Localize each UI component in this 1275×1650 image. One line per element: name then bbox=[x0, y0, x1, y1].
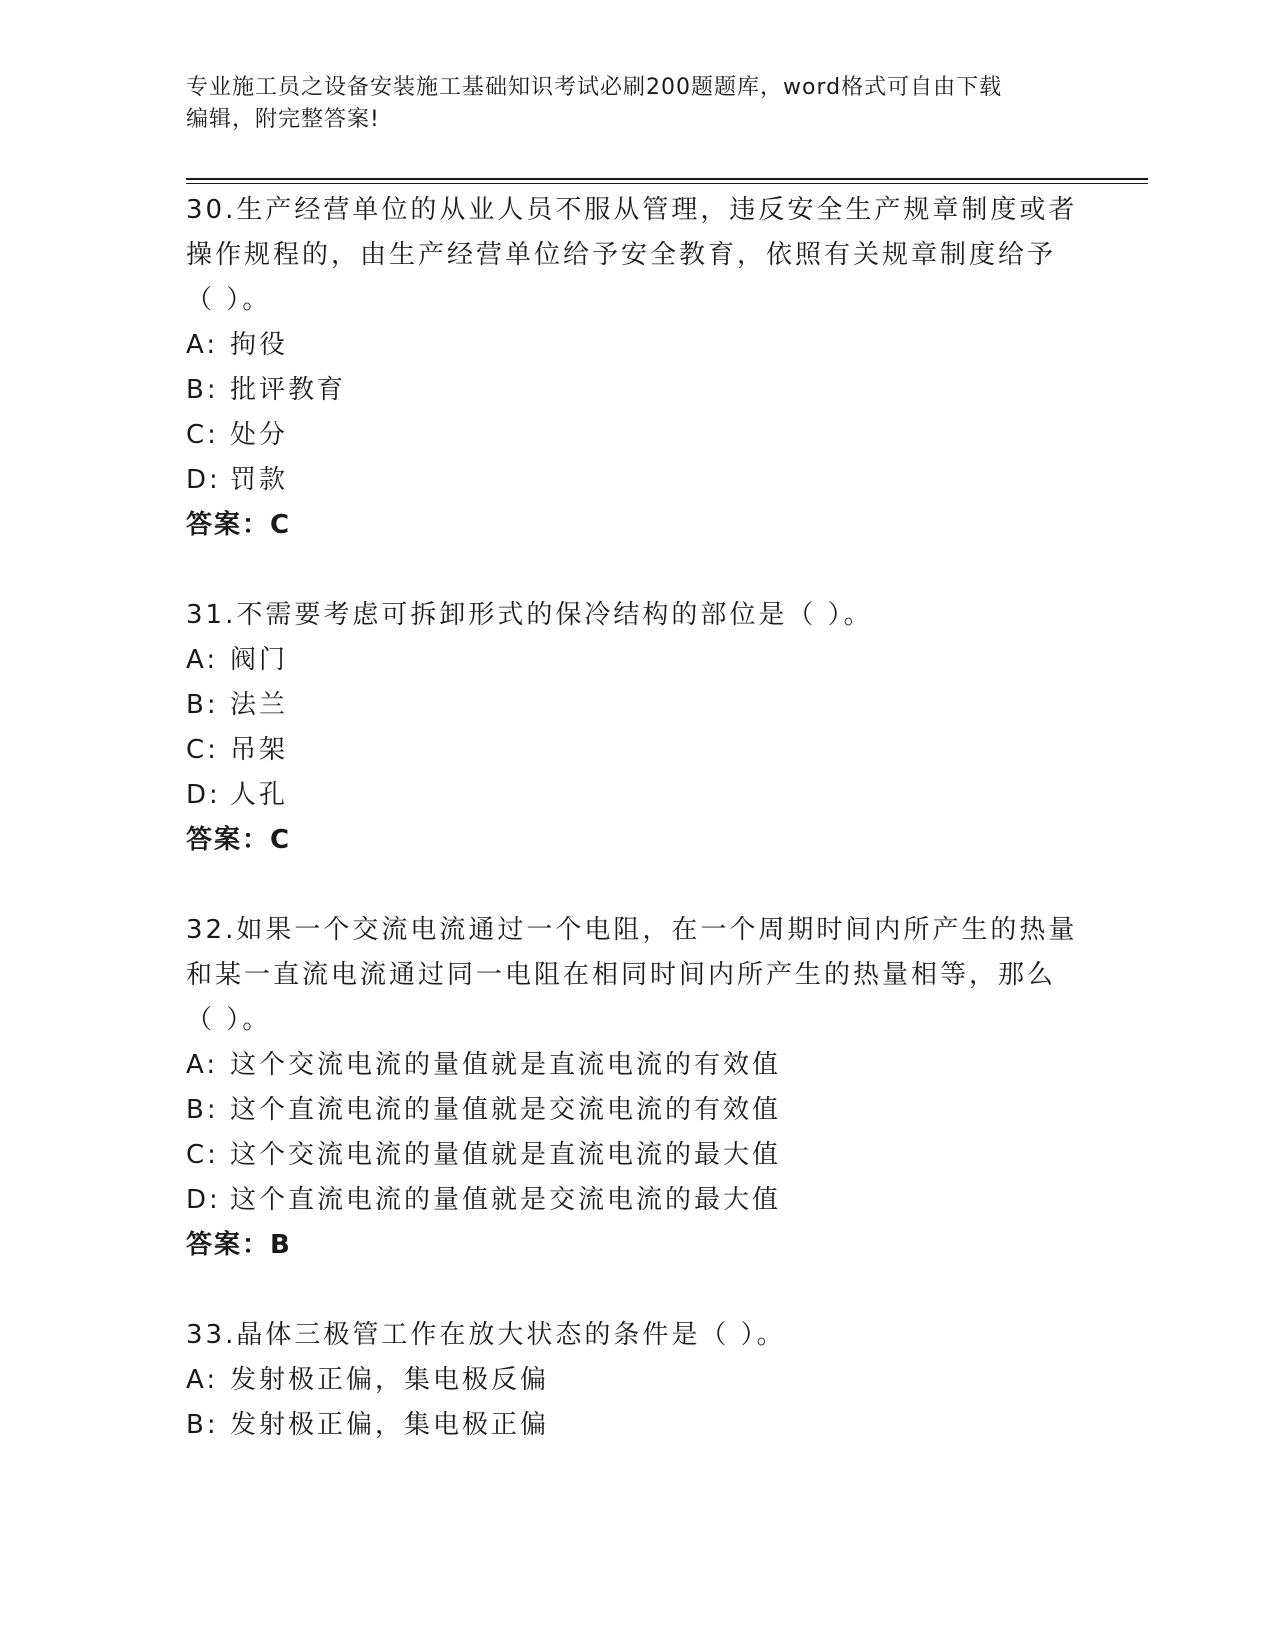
option-text: 这个交流电流的量值就是直流电流的最大值 bbox=[230, 1140, 782, 1170]
option-text: 发射极正偏，集电极正偏 bbox=[230, 1410, 550, 1440]
stem-line: 30.生产经营单位的从业人员不服从管理，违反安全生产规章制度或者 bbox=[186, 195, 1078, 225]
option-letter: D: bbox=[186, 465, 221, 495]
option-b bbox=[186, 368, 1086, 413]
option-c bbox=[186, 413, 1086, 458]
stem-line: （ ）。 bbox=[186, 285, 272, 315]
option-letter: A: bbox=[186, 330, 219, 360]
header-divider-thick bbox=[186, 178, 1148, 180]
answer-label: 答案：B bbox=[186, 1230, 292, 1260]
question-spacer bbox=[186, 548, 1086, 593]
question-stem bbox=[186, 188, 1086, 323]
option-a bbox=[186, 1043, 1086, 1088]
question-32 bbox=[186, 908, 1086, 1313]
header-line-1: 专业施工员之设备安装施工基础知识考试必刷200题题库，word格式可自由下载 bbox=[186, 75, 1003, 100]
option-text: 人孔 bbox=[230, 780, 289, 810]
question-33 bbox=[186, 1313, 1086, 1448]
stem-line: 31.不需要考虑可拆卸形式的保冷结构的部位是（ ）。 bbox=[186, 600, 873, 630]
question-spacer bbox=[186, 863, 1086, 908]
answer-label: 答案：C bbox=[186, 825, 292, 855]
question-list bbox=[186, 188, 1086, 1448]
stem-line: 操作规程的，由生产经营单位给予安全教育，依照有关规章制度给予 bbox=[186, 240, 1057, 270]
option-a bbox=[186, 1358, 1086, 1403]
option-text: 批评教育 bbox=[230, 375, 347, 405]
option-letter: A: bbox=[186, 645, 219, 675]
stem-line: 32.如果一个交流电流通过一个电阻，在一个周期时间内所产生的热量 bbox=[186, 915, 1078, 945]
answer-label: 答案：C bbox=[186, 510, 292, 540]
question-31 bbox=[186, 593, 1086, 908]
option-letter: B: bbox=[186, 690, 219, 720]
option-letter: B: bbox=[186, 1095, 219, 1125]
option-letter: D: bbox=[186, 1185, 221, 1215]
option-letter: B: bbox=[186, 1410, 219, 1440]
option-b bbox=[186, 683, 1086, 728]
option-a bbox=[186, 323, 1086, 368]
question-stem bbox=[186, 1313, 1086, 1358]
option-text: 法兰 bbox=[230, 690, 289, 720]
option-letter: C: bbox=[186, 735, 219, 765]
option-c bbox=[186, 728, 1086, 773]
option-letter: C: bbox=[186, 420, 219, 450]
option-c bbox=[186, 1133, 1086, 1178]
header-line-2: 编辑，附完整答案! bbox=[186, 107, 380, 132]
option-letter: A: bbox=[186, 1365, 219, 1395]
stem-line: 和某一直流电流通过同一电阻在相同时间内所产生的热量相等，那么 bbox=[186, 960, 1057, 990]
option-a bbox=[186, 638, 1086, 683]
option-d bbox=[186, 458, 1086, 503]
option-letter: B: bbox=[186, 375, 219, 405]
option-text: 这个交流电流的量值就是直流电流的有效值 bbox=[230, 1050, 782, 1080]
question-stem bbox=[186, 593, 1086, 638]
option-text: 罚款 bbox=[230, 465, 289, 495]
option-d bbox=[186, 773, 1086, 818]
option-text: 拘役 bbox=[230, 330, 289, 360]
stem-line: （ ）。 bbox=[186, 1005, 272, 1035]
option-b bbox=[186, 1403, 1086, 1448]
question-spacer bbox=[186, 1268, 1086, 1313]
option-text: 吊架 bbox=[230, 735, 289, 765]
question-30 bbox=[186, 188, 1086, 593]
option-b bbox=[186, 1088, 1086, 1133]
option-d bbox=[186, 1178, 1086, 1223]
header-divider-thin bbox=[186, 183, 1148, 184]
option-text: 这个直流电流的量值就是交流电流的有效值 bbox=[230, 1095, 782, 1125]
document-header bbox=[186, 72, 1066, 136]
option-text: 处分 bbox=[230, 420, 289, 450]
option-text: 阀门 bbox=[230, 645, 289, 675]
option-text: 发射极正偏，集电极反偏 bbox=[230, 1365, 550, 1395]
question-stem bbox=[186, 908, 1086, 1043]
option-text: 这个直流电流的量值就是交流电流的最大值 bbox=[230, 1185, 782, 1215]
option-letter: C: bbox=[186, 1140, 219, 1170]
stem-line: 33.晶体三极管工作在放大状态的条件是（ ）。 bbox=[186, 1320, 786, 1350]
option-letter: A: bbox=[186, 1050, 219, 1080]
option-letter: D: bbox=[186, 780, 221, 810]
